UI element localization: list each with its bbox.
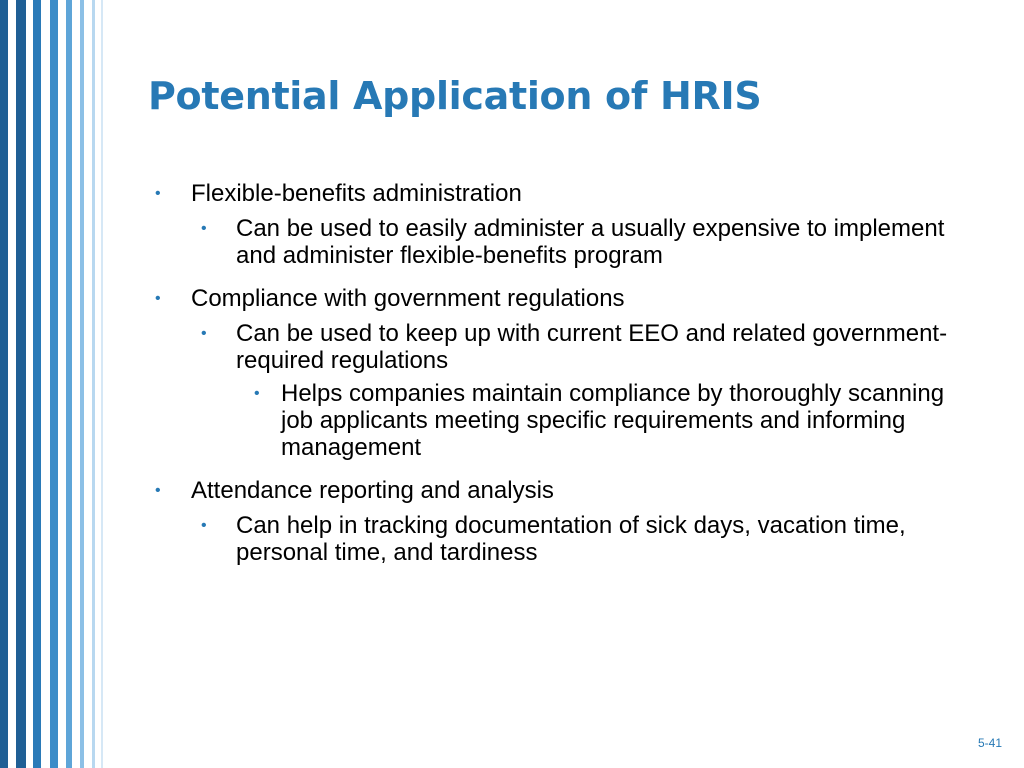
bullet-icon: • bbox=[155, 482, 161, 499]
bullet-item bbox=[150, 215, 950, 269]
bullet-item bbox=[150, 477, 950, 504]
bullet-text: Compliance with government regulations bbox=[191, 285, 625, 312]
bullet-icon: • bbox=[155, 290, 161, 307]
bullet-list bbox=[150, 172, 950, 566]
decorative-stripe bbox=[50, 0, 58, 768]
decorative-stripe bbox=[16, 0, 26, 768]
bullet-icon: • bbox=[201, 325, 207, 342]
page-number: 5-41 bbox=[977, 736, 1002, 750]
bullet-item bbox=[150, 380, 950, 461]
bullet-icon: • bbox=[201, 220, 207, 237]
bullet-item bbox=[150, 512, 950, 566]
bullet-item bbox=[150, 320, 950, 374]
bullet-icon: • bbox=[155, 185, 161, 202]
bullet-text: Can help in tracking documentation of sick days, vacation time, personal time, and tardiness bbox=[236, 512, 906, 566]
slide-title: Potential Application of HRIS bbox=[148, 74, 762, 118]
decorative-stripe bbox=[0, 0, 8, 768]
decorative-stripe bbox=[33, 0, 41, 768]
bullet-text: Flexible-benefits administration bbox=[191, 180, 522, 207]
bullet-text: Attendance reporting and analysis bbox=[191, 477, 554, 504]
decorative-stripe bbox=[101, 0, 103, 768]
decorative-stripe bbox=[80, 0, 84, 768]
bullet-item bbox=[150, 285, 950, 312]
decorative-stripe bbox=[92, 0, 95, 768]
bullet-text: Can be used to keep up with current EEO and related government-required regulations bbox=[236, 320, 948, 374]
decorative-stripe bbox=[66, 0, 72, 768]
bullet-icon: • bbox=[254, 385, 260, 402]
bullet-text: Can be used to easily administer a usually expensive to implement and administer flexible-benefits program bbox=[236, 215, 945, 269]
bullet-icon: • bbox=[201, 517, 207, 534]
bullet-text: Helps companies maintain compliance by thoroughly scanning job applicants meeting specific requirements and informing management bbox=[281, 380, 945, 461]
bullet-item bbox=[150, 180, 950, 207]
